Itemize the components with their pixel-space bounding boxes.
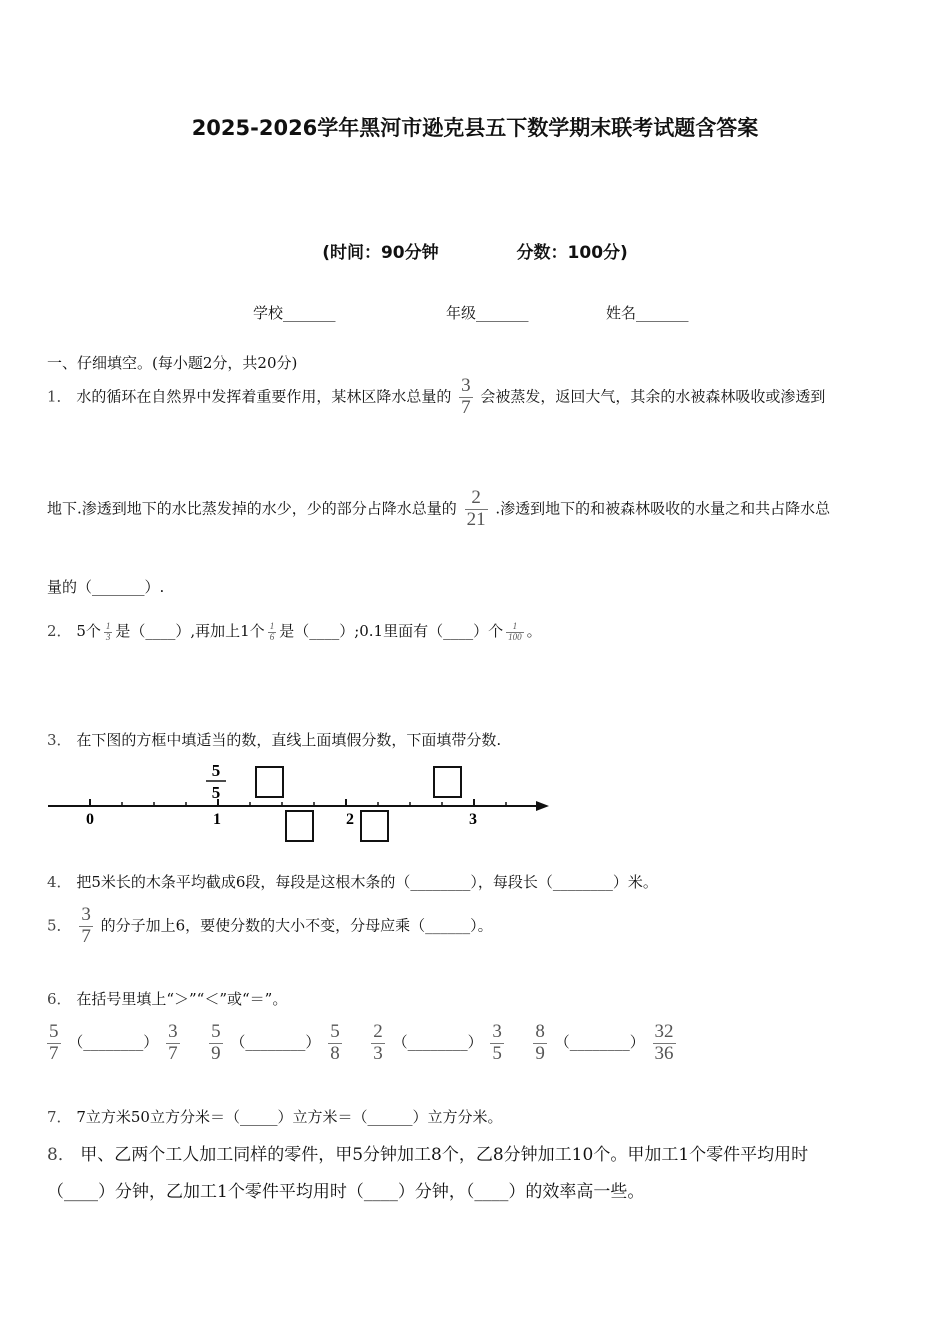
improper-fraction-numerator: 5 (211, 761, 221, 780)
question-1-line-2 (47, 488, 830, 531)
comparison-pair (44, 1021, 187, 1064)
question-text: 地下.渗透到地下的水比蒸发掉的水少，少的部分占降水总量的 (47, 499, 457, 518)
school-field: 学校_______ (253, 304, 336, 322)
answer-box-above-2[interactable] (434, 767, 461, 797)
fraction: $\frac{32}{36}$ (654, 1021, 674, 1064)
question-text: 在下图的方框中填适当的数，直线上面填假分数，下面填带分数. (76, 731, 502, 749)
number-line-figure (44, 756, 556, 848)
name-field: 姓名_______ (606, 304, 689, 322)
axis-ticks (90, 799, 538, 806)
comparison-pair (368, 1021, 511, 1064)
question-text: .渗透到地下的和被森林吸收的水量之和共占降水总 (495, 499, 831, 518)
question-number: 3． (47, 731, 72, 749)
time-limit: (时间：90分钟 (322, 243, 439, 263)
fraction: $\frac{3}{7}$ (81, 904, 91, 947)
grade-field: 年级_______ (446, 304, 529, 322)
answer-box-below-2[interactable] (361, 811, 388, 841)
answer-blank[interactable]: （________） (230, 1033, 321, 1052)
question-text: 把5米长的木条平均截成6段，每段是这根木条的（________），每段长（________）米。 (76, 873, 658, 891)
question-8-line-2: （____）分钟，乙加工1个零件平均用时（____）分钟，（____）的效率高一些。 (47, 1182, 645, 1202)
fraction: $\frac{3}{5}$ (492, 1021, 502, 1064)
question-number: 6． (47, 990, 72, 1008)
answer-blank[interactable]: （________） (68, 1033, 159, 1052)
question-3 (47, 729, 501, 750)
question-number: 4． (47, 873, 72, 891)
fraction: $\frac{1}{3}$ (105, 620, 111, 642)
tick-label-2: 2 (346, 811, 354, 828)
question-number: 2． (47, 622, 72, 640)
tick-label-1: 1 (213, 811, 221, 828)
question-text: 甲、乙两个工人加工同样的零件，甲5分钟加工8个，乙8分钟加工10个。甲加工1个零件平均用时 (80, 1145, 809, 1165)
question-1-line-1 (47, 376, 825, 419)
improper-fraction-denominator: 5 (211, 783, 221, 802)
section-heading: 一、仔细填空。(每小题2分，共20分) (47, 354, 298, 372)
answer-box-below-1[interactable] (286, 811, 313, 841)
question-text: 7立方米50立方分米＝（_____）立方米＝（______）立方分米。 (76, 1108, 503, 1126)
question-text: 会被蒸发，返回大气，其余的水被森林吸收或渗透到 (480, 387, 826, 406)
question-number: 5． (47, 916, 72, 935)
question-text: 是（____）;0.1里面有（____）个 (279, 622, 504, 640)
exam-meta (0, 238, 950, 263)
fraction: $\frac{1}{100}$ (508, 620, 522, 642)
question-7 (47, 1106, 502, 1127)
fraction: $\frac{2}{3}$ (373, 1021, 383, 1064)
fraction: $\frac{3}{7}$ (461, 375, 471, 418)
fraction: $\frac{5}{9}$ (211, 1021, 221, 1064)
tick-label-0: 0 (86, 811, 94, 828)
question-5 (47, 905, 493, 948)
question-text: 是（____）,再加上1个 (115, 622, 265, 640)
question-number: 1． (47, 387, 72, 406)
answer-blank[interactable]: （________） (392, 1033, 483, 1052)
fraction: $\frac{3}{7}$ (168, 1021, 178, 1064)
question-text: 5个 (76, 622, 101, 640)
total-score: 分数：100分) (516, 243, 628, 263)
fraction: $\frac{5}{7}$ (49, 1021, 59, 1064)
question-text: 。 (526, 622, 542, 640)
answer-box-above-1[interactable] (256, 767, 283, 797)
question-number: 8． (47, 1145, 75, 1165)
tick-label-3: 3 (469, 811, 477, 828)
question-6 (47, 988, 287, 1009)
fraction: $\frac{2}{21}$ (466, 487, 486, 530)
comparison-row (44, 1022, 679, 1065)
question-2 (47, 620, 542, 642)
fraction: $\frac{5}{8}$ (330, 1021, 340, 1064)
fraction: $\frac{8}{9}$ (535, 1021, 545, 1064)
fraction: $\frac{1}{6}$ (269, 620, 275, 642)
answer-blank[interactable]: （________） (554, 1033, 645, 1052)
question-number: 7． (47, 1108, 72, 1126)
question-1-line-3: 量的（_______）. (47, 578, 165, 596)
page-title: 2025-2026学年黑河市逊克县五下数学期末联考试题含答案 (191, 116, 759, 140)
question-8-line-1 (47, 1140, 808, 1165)
question-text: 在括号里填上“＞”“＜”或“＝”。 (76, 990, 288, 1008)
comparison-pair (206, 1021, 349, 1064)
question-4 (47, 871, 658, 892)
question-text: 水的循环在自然界中发挥着重要作用，某林区降水总量的 (76, 387, 452, 406)
comparison-pair (530, 1021, 678, 1064)
question-text: 的分子加上6，要使分数的大小不变，分母应乘（______）。 (100, 916, 493, 935)
